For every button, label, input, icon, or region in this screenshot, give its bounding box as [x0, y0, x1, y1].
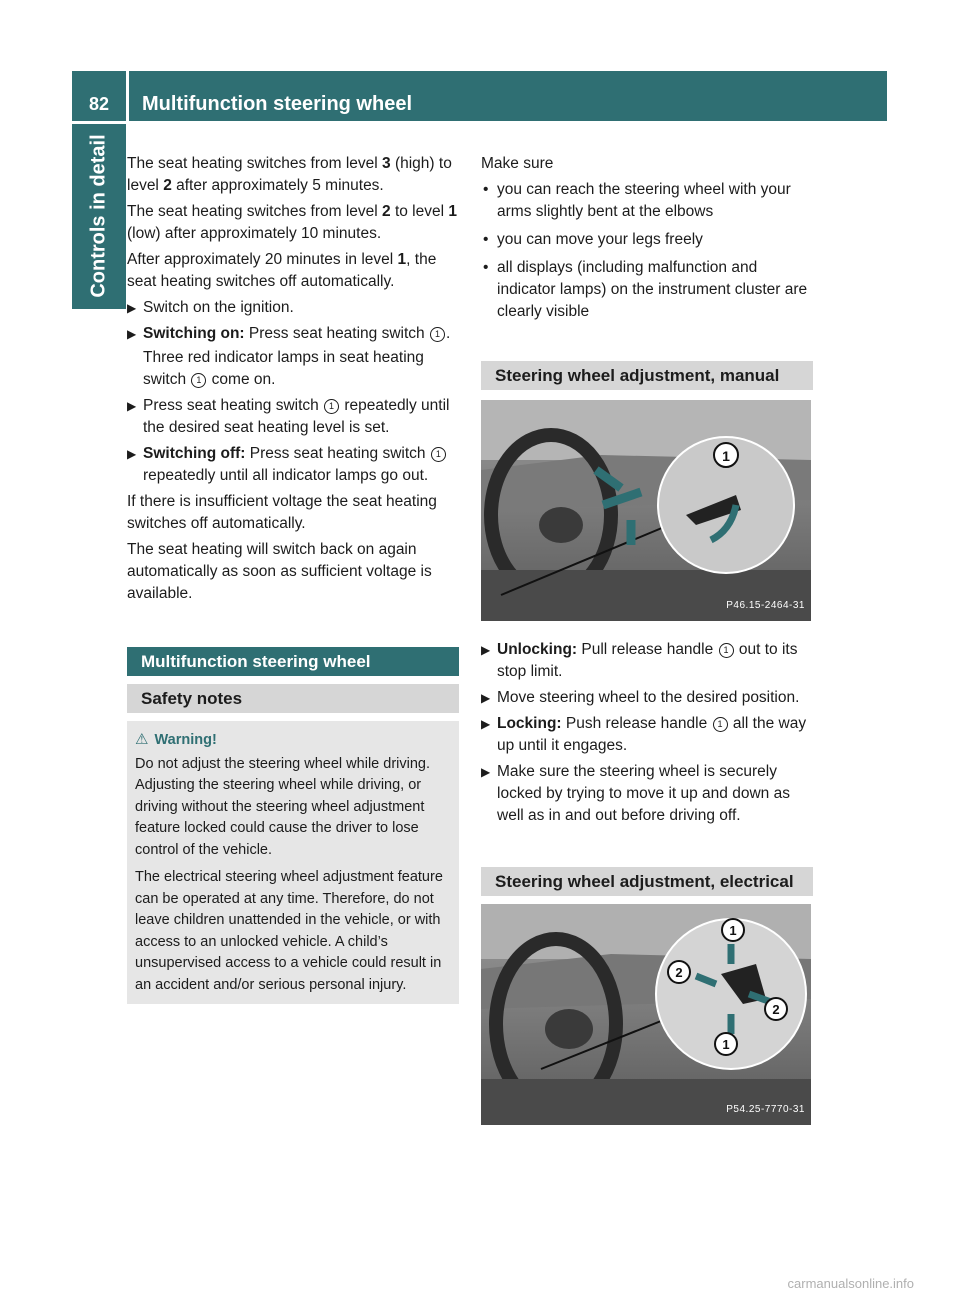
- warning-text: Do not adjust the steering wheel while driving. Adjusting the steering wheel while driving, or driving without the steering wheel adjustment feature locked could cause the driver to lose control of the vehicle.: [135, 755, 430, 858]
- marker-1-icon: 1: [713, 717, 728, 732]
- paragraph: Make sure: [481, 155, 554, 172]
- paragraph: The seat heating switches from level 2 to level 1 (low) after approximately 10 minutes.: [127, 203, 457, 242]
- instruction-step: ▶ Move steering wheel to the desired position.: [481, 687, 813, 709]
- marker-1-label: 1: [729, 923, 737, 938]
- right-column: [481, 153, 813, 1125]
- paragraph: If there is insufficient voltage the seat heating switches off automatically.: [127, 493, 437, 532]
- warning-icon: ⚠: [135, 731, 149, 748]
- bullet-icon: •: [483, 259, 489, 276]
- bullet-item: • you can reach the steering wheel with your arms slightly bent at the elbows: [483, 181, 791, 220]
- chapter-tab: [72, 124, 126, 309]
- marker-1-label: 1: [722, 1037, 730, 1052]
- footer-watermark: carmanualsonline.info: [787, 1276, 914, 1291]
- action-arrow-icon: ▶: [481, 643, 491, 657]
- chapter-tab-label: Controls in detail: [87, 134, 110, 298]
- bullet-item: • all displays (including malfunction and indicator lamps) on the instrument cluster are clearly visible: [483, 259, 808, 320]
- step-result: Three red indicator lamps in seat heating switch 1 come on.: [143, 349, 424, 388]
- page-number: 82: [88, 94, 110, 114]
- instruction-step: ▶ Unlocking: Pull release handle 1 out to its stop limit.: [481, 641, 798, 680]
- instruction-step: ▶ Make sure the steering wheel is securely locked by trying to move it up and down as well as in and out before driving off.: [481, 763, 790, 824]
- action-arrow-icon: ▶: [481, 717, 491, 731]
- instruction-step: ▶ Switching off: Press seat heating switch 1 repeatedly until all indicator lamps go out.: [127, 443, 459, 487]
- marker-1-label: 1: [722, 448, 730, 464]
- page-header: [72, 71, 887, 121]
- instruction-step: ▶ Switch on the ignition.: [127, 297, 459, 319]
- instruction-step: ▶ Press seat heating switch 1 repeatedly until the desired seat heating level is set.: [127, 397, 450, 436]
- action-arrow-icon: ▶: [127, 399, 137, 413]
- image-code: P46.15-2464-31: [726, 600, 805, 611]
- manual-adjustment-illustration: [481, 400, 811, 621]
- instruction-step: ▶ Switching on: Press seat heating switch 1 . Three red indicator lamps in seat heating switch 1 come on.: [127, 323, 459, 391]
- action-arrow-icon: ▶: [127, 327, 137, 341]
- header-divider: [126, 71, 129, 121]
- paragraph: The seat heating switches from level 3 (high) to level 2 after approximately 5 minutes.: [127, 155, 452, 194]
- marker-2-label: 2: [772, 1002, 780, 1017]
- marker-1-icon: 1: [719, 643, 734, 658]
- subsection-heading: Steering wheel adjustment, manual: [481, 361, 813, 390]
- bullet-icon: •: [483, 181, 489, 198]
- paragraph: The seat heating will switch back on again automatically as soon as sufficient voltage is available.: [127, 541, 432, 602]
- electrical-adjustment-illustration: [481, 904, 811, 1125]
- action-arrow-icon: ▶: [127, 301, 137, 315]
- subsection-heading: Steering wheel adjustment, electrical: [481, 867, 813, 896]
- page-title: Multifunction steering wheel: [142, 93, 413, 115]
- marker-1-icon: 1: [430, 327, 445, 342]
- marker-2-label: 2: [675, 965, 683, 980]
- bullet-icon: •: [483, 231, 489, 248]
- marker-1-icon: 1: [324, 399, 339, 414]
- action-arrow-icon: ▶: [127, 447, 137, 461]
- warning-title: Warning!: [154, 732, 217, 748]
- marker-1-icon: 1: [431, 447, 446, 462]
- instruction-step: ▶ Locking: Push release handle 1 all the way up until it engages.: [481, 715, 807, 754]
- paragraph: After approximately 20 minutes in level 1, the seat heating switches off automatically.: [127, 251, 437, 290]
- warning-text: The electrical steering wheel adjustment feature can be operated at any time. Therefore, do not leave children unattended in the vehicle, or with access to an unlocked vehicle. A child’s unsupervised access to a vehicle could result in an accident and/or serious personal injury.: [135, 869, 443, 993]
- bullet-item: • you can move your legs freely: [481, 229, 813, 251]
- subsection-heading: Safety notes: [127, 684, 459, 713]
- warning-box: [127, 721, 459, 1004]
- image-code: P54.25-7770-31: [726, 1104, 805, 1115]
- section-heading: Multifunction steering wheel: [127, 647, 459, 676]
- action-arrow-icon: ▶: [481, 691, 491, 705]
- marker-1-icon: 1: [191, 373, 206, 388]
- left-column: [127, 153, 459, 1004]
- action-arrow-icon: ▶: [481, 765, 491, 779]
